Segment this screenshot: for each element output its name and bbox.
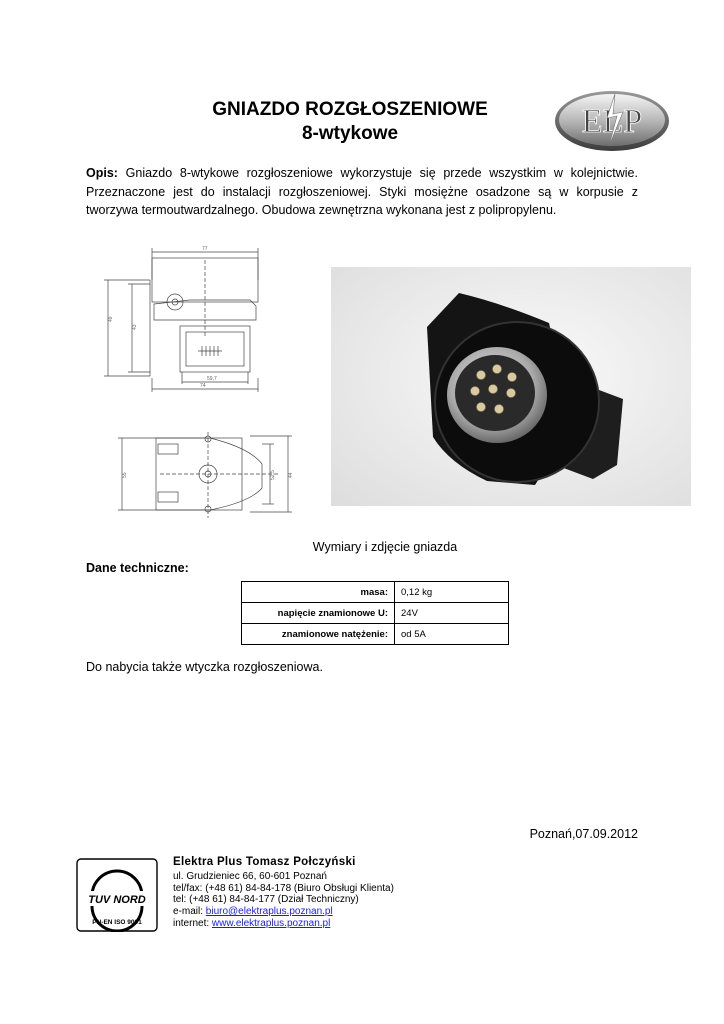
dim-label: 44 xyxy=(288,472,294,478)
company-info xyxy=(173,857,394,930)
dim-label: 49 xyxy=(108,316,114,322)
email-label: e-mail: xyxy=(173,906,204,918)
spec-value: 24V xyxy=(395,603,509,624)
product-photo xyxy=(331,267,691,506)
svg-text:ELP: ELP xyxy=(581,103,643,140)
title-line-1: GNIAZDO ROZGŁOSZENIOWE xyxy=(212,99,488,120)
website-link[interactable]: www.elektraplus.poznan.pl xyxy=(211,917,331,929)
table-row xyxy=(242,603,509,624)
table-row xyxy=(242,624,509,645)
dim-label: 74 xyxy=(200,383,206,389)
title-line-2: 8-wtykowe xyxy=(301,123,399,144)
dim-label: 59,7 xyxy=(207,376,217,382)
figure-caption: Wymiary i zdjęcie gniazda xyxy=(312,540,458,554)
spec-key: masa: xyxy=(242,582,395,603)
spec-value: 0,12 kg xyxy=(395,582,509,603)
document-title xyxy=(150,98,550,146)
description-label: Opis: xyxy=(86,166,118,180)
tuv-nord-certificate-logo xyxy=(76,858,158,932)
dim-label: 55 xyxy=(122,472,128,478)
document-date: Poznań,07.09.2012 xyxy=(529,827,638,841)
website-label: internet: xyxy=(173,917,210,929)
technical-drawing xyxy=(90,240,320,540)
dim-label: 43 xyxy=(132,324,138,330)
specs-table xyxy=(241,581,509,645)
spec-key: znamionowe natężenie: xyxy=(242,624,395,645)
spec-value: od 5A xyxy=(395,624,509,645)
company-email-line xyxy=(173,906,394,918)
company-tel: tel: (+48 61) 84-84-177 (Dział Techniczny) xyxy=(173,894,359,906)
company-address: ul. Grudzieniec 66, 60-601 Poznań xyxy=(173,870,327,882)
dim-label: 52,5 xyxy=(270,470,276,480)
specs-heading: Dane techniczne: xyxy=(86,561,189,575)
company-telfax: tel/fax: (+48 61) 84-84-178 (Biuro Obsługi Klienta) xyxy=(173,882,394,894)
table-row xyxy=(242,582,509,603)
spec-key: napięcie znamionowe U: xyxy=(242,603,395,624)
company-name: Elektra Plus Tomasz Połczyński xyxy=(173,856,356,868)
availability-note: Do nabycia także wtyczka rozgłoszeniowa. xyxy=(86,660,323,674)
cert-brand: TUV NORD xyxy=(88,894,146,906)
elp-logo xyxy=(553,88,671,154)
description xyxy=(86,164,638,220)
email-link[interactable]: biuro@elektraplus.poznan.pl xyxy=(205,906,333,918)
dim-label: 77 xyxy=(202,246,208,252)
description-text: Gniazdo 8-wtykowe rozgłoszeniowe wykorzystuje się przede wszystkim w kolejnictwie. Przeznaczone jest do instalacji rozgłoszeniowej. Styki mosiężne osadzone są w korpusie z tworzywa termoutwardzalnego. Obudowa zewnętrzna wykonana jest z polipropylenu. xyxy=(86,166,638,217)
company-website-line xyxy=(173,918,394,930)
cert-standard: PN-EN ISO 9001 xyxy=(92,919,142,926)
